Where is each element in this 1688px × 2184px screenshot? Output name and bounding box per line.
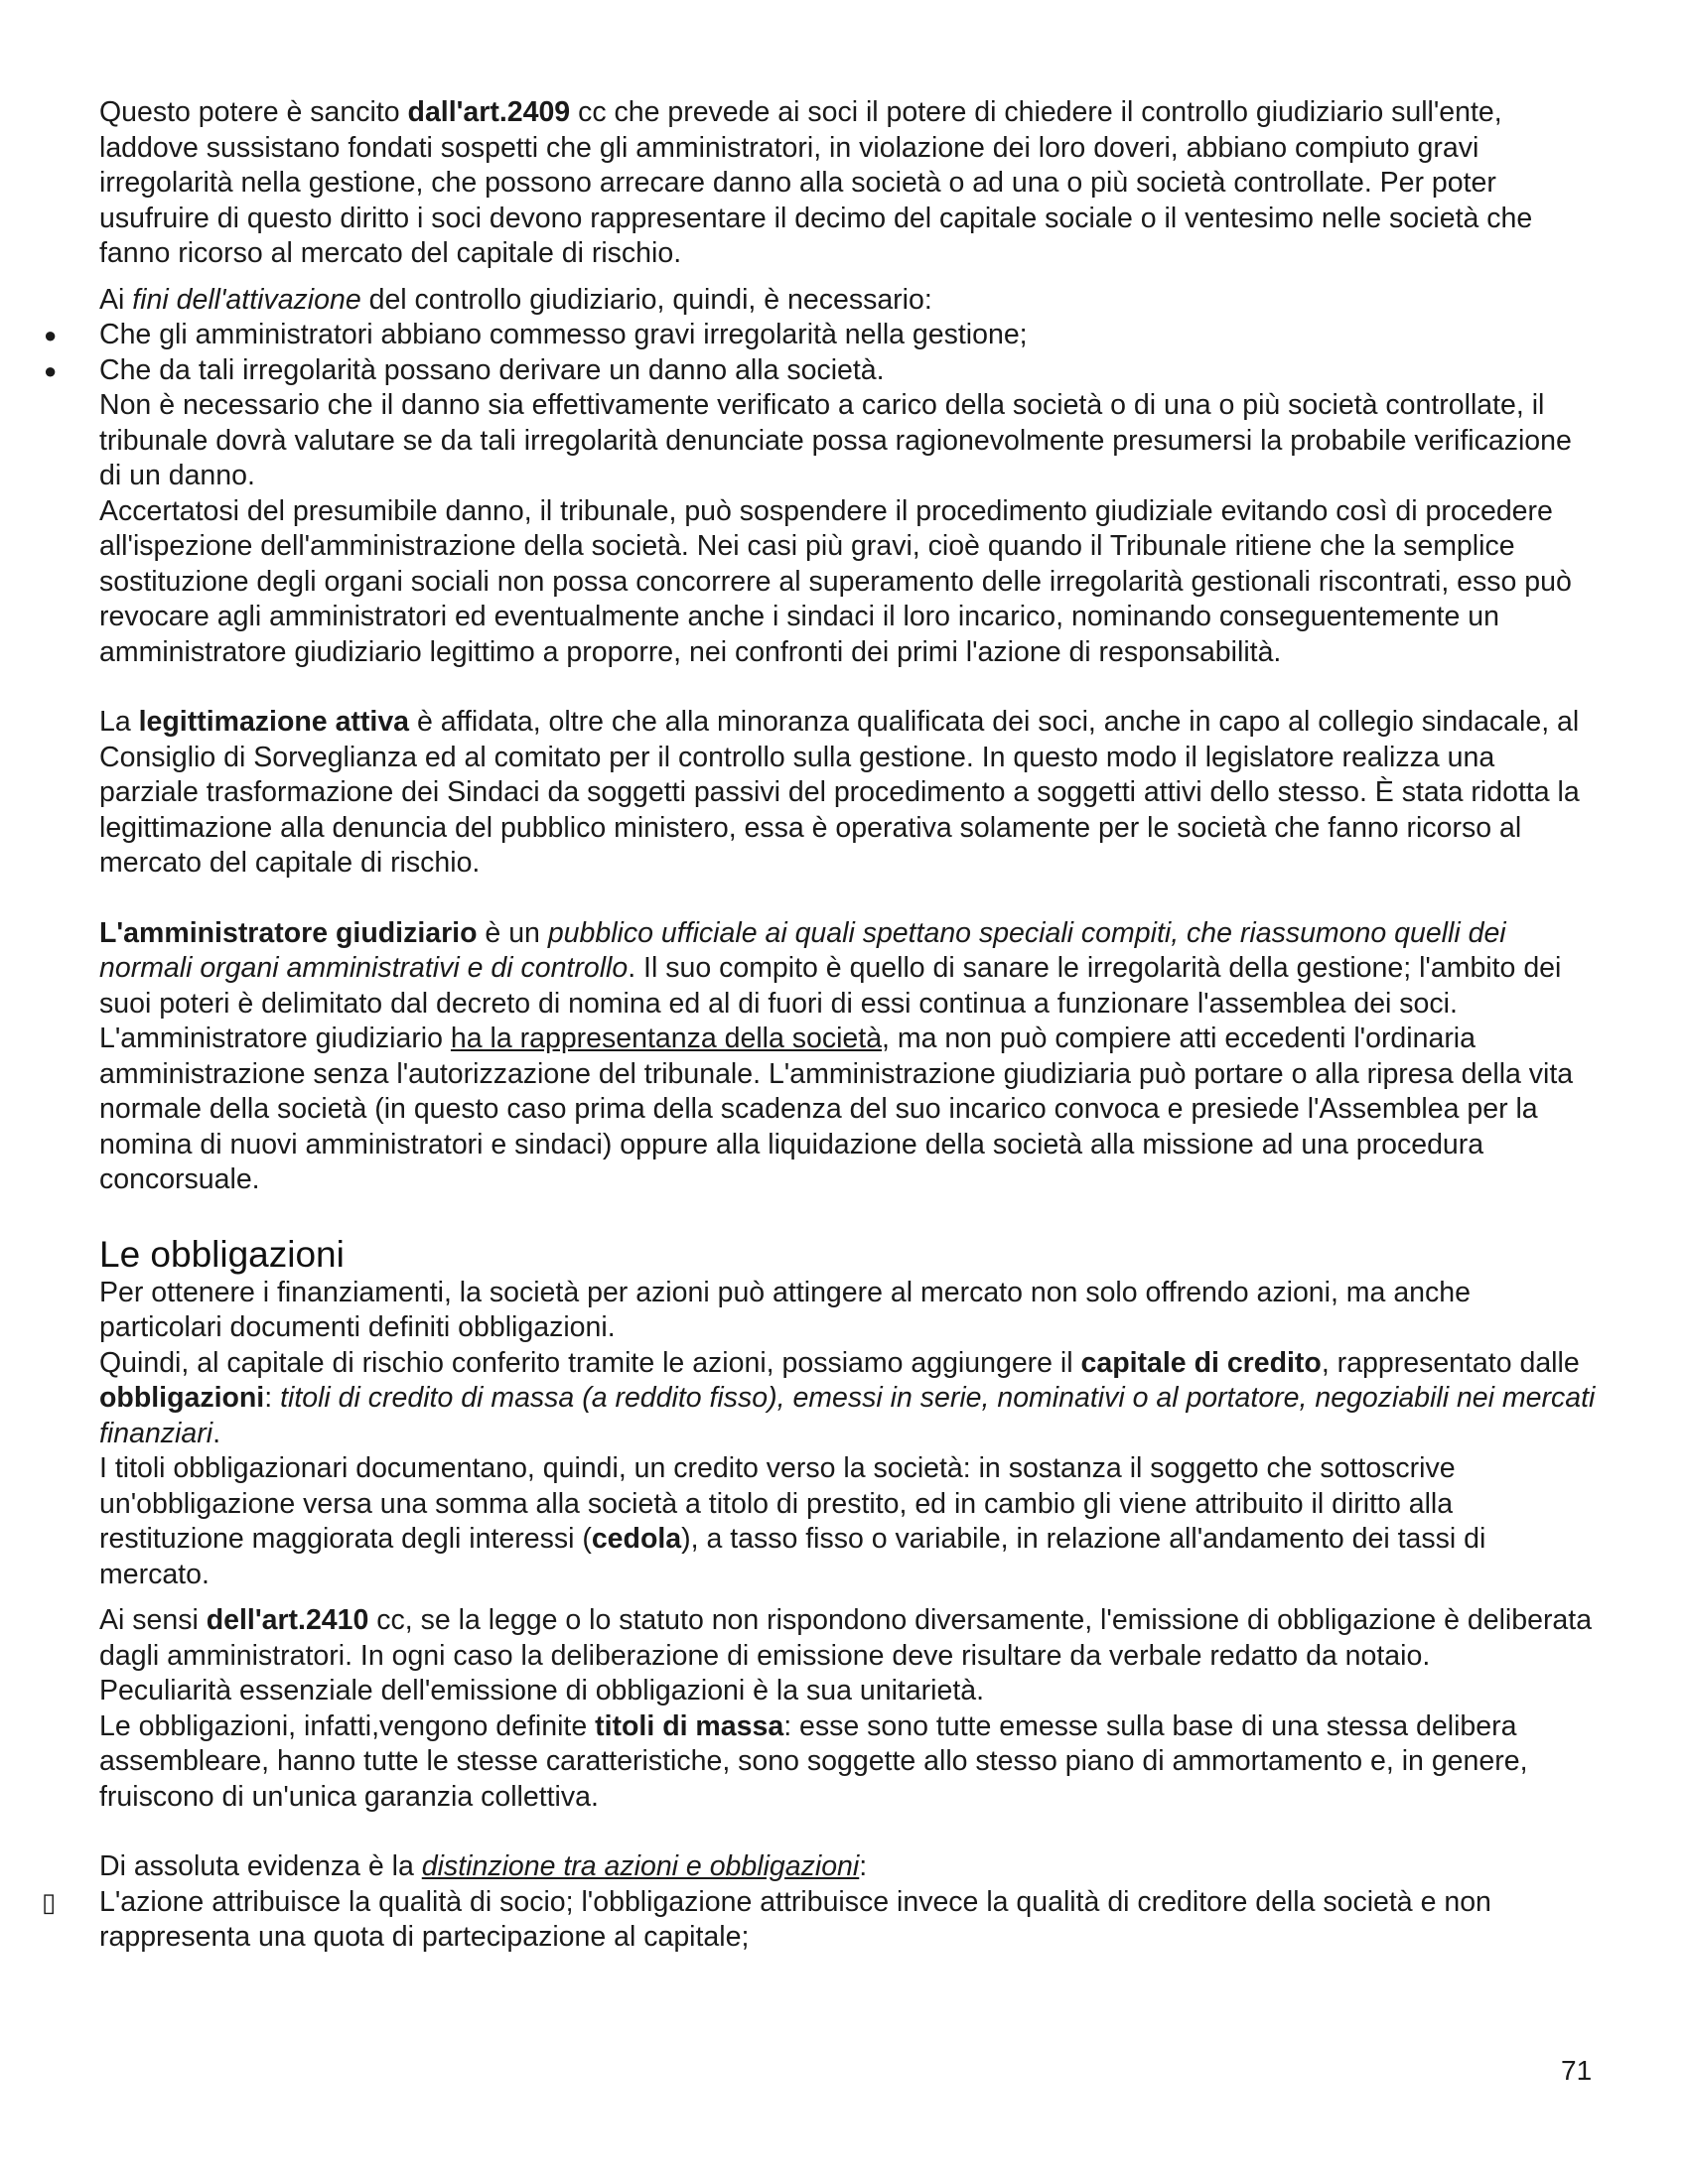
bullet-item-azione: ▯ L'azione attribuisce la qualità di socio; l'obbligazione attribuisce invece la qualità di creditore della società e non rappresenta una quota di partecipazione al capitale; <box>42 1885 1491 1953</box>
paragraph-distinzione: Di assoluta evidenza è la distinzione tra azioni e obbligazioni: <box>99 1850 868 1882</box>
paragraph-titoli-obbligazionari: I titoli obbligazionari documentano, quindi, un credito verso la società: in sostanza il soggetto che sottoscrive un'obbligazione versa una somma alla società a titolo di prestito, ed in cambio gli viene attribuito il diritto alla restituzione maggiorata degli interessi (cedola), a tasso fisso o variabile, in relazione all'andamento dei tassi di mercato. <box>99 1452 1486 1590</box>
paragraph-obbligazioni-intro: Per ottenere i finanziamenti, la società per azioni può attingere al mercato non solo offrendo azioni, ma anche particolari documenti definiti obbligazioni. <box>99 1276 1471 1343</box>
paragraph-titoli-di-massa: Le obbligazioni, infatti,vengono definite titoli di massa: esse sono tutte emesse sulla base di una stessa delibera assembleare, hanno tutte le stesse caratteristiche, sono soggette allo stesso piano di ammortamento e, in genere, fruiscono di un'unica garanzia collettiva. <box>99 1709 1528 1813</box>
paragraph-peculiarita: Peculiarità essenziale dell'emissione di obbligazioni è la sua unitarietà. <box>99 1675 985 1706</box>
bullet-item-1: ● Che gli amministratori abbiano commesso gravi irregolarità nella gestione; <box>99 318 1599 353</box>
bullet-dot-icon: ● <box>44 357 58 383</box>
paragraph-accertatosi: Accertatosi del presumibile danno, il tribunale, può sospendere il procedimento giudiziale evitando così di procedere all'ispezione dell'amministrazione della società. Nei casi più gravi, cioè quando il Tribunale ritiene che la semplice sostituzione degli organi sociali non possa concorrere al superamento delle irregolarità gestionali riscontrati, esso può revocare agli amministratori ed eventualmente anche i sindaci il loro incarico, nominando conseguentemente un amministratore giudiziario legittimo a proporre, nei confronti dei primi l'azione di responsabilità. <box>99 494 1572 668</box>
document-page <box>42 95 1599 1956</box>
page-number: 71 <box>1561 2055 1593 2086</box>
paragraph-amministratore: L'amministratore giudiziario è un pubblico ufficiale ai quali spettano speciali compiti, che riassumono quelli dei normali organi amministrativi e di controllo. Il suo compito è quello di sanare le irregolarità della gestione; l'ambito dei suoi poteri è delimitato dal decreto di nomina ed al di fuori di essi continua a funzionare l'assemblea dei soci. L'amministratore giudiziario ha la rappresentanza della società, ma non può compiere atti eccedenti l'ordinaria amministrazione senza l'autorizzazione del tribunale. L'amministrazione giudiziaria può portare o alla ripresa della vita normale della società (in questo caso prima della scadenza del suo incarico convoca e presiede l'Assemblea per la nomina di nuovi amministratori e sindaci) oppure alla liquidazione della società alla missione ad una procedura concorsuale. <box>99 916 1574 1195</box>
paragraph-intro: Questo potere è sancito dall'art.2409 cc che prevede ai soci il potere di chiedere il controllo giudiziario sull'ente, laddove sussistano fondati sospetti che gli amministratori, in violazione dei loro doveri, abbiano compiuto gravi irregolarità nella gestione, che possono arrecare danno alla società o ad una o più società controllate. Per poter usufruire di questo diritto i soci devono rappresentare il decimo del capitale sociale o il ventesimo nelle società che fanno ricorso al mercato del capitale di rischio. <box>99 96 1533 269</box>
paragraph-art2410: Ai sensi dell'art.2410 cc, se la legge o lo statuto non rispondono diversamente, l'emissione di obbligazione è deliberata dagli amministratori. In ogni caso la deliberazione di emissione deve risultare da verbale redatto da notaio. <box>99 1604 1593 1672</box>
paragraph-legittimazione: La legittimazione attiva è affidata, oltre che alla minoranza qualificata dei soci, anche in capo al collegio sindacale, al Consiglio di Sorveglianza ed al comitato per il controllo sulla gestione. In questo modo il legislatore realizza una parziale trasformazione dei Sindaci da soggetti passivi del procedimento a soggetti attivi dello stesso. È stata ridotta la legittimazione alla denuncia del pubblico ministero, essa è operativa solamente per le società che fanno ricorso al mercato del capitale di rischio. <box>99 706 1580 879</box>
section-heading: Le obbligazioni <box>99 1233 345 1275</box>
paragraph-capitale-credito: Quindi, al capitale di rischio conferito tramite le azioni, possiamo aggiungere il capitale di credito, rappresentato dalle obbligazioni: titoli di credito di massa (a reddito fisso), emessi in serie, nominativi o al portatore, negoziabili nei mercati finanziari. <box>99 1346 1596 1449</box>
paragraph-danno: Non è necessario che il danno sia effettivamente verificato a carico della società o di una o più società controllate, il tribunale dovrà valutare se da tali irregolarità denunciate possa ragionevolmente presumersi la probabile verificazione di un danno. <box>99 389 1572 491</box>
paragraph-fini: Ai fini dell'attivazione del controllo giudiziario, quindi, è necessario: <box>99 283 932 316</box>
bullet-dot-icon: ● <box>44 323 58 347</box>
bullet-box-icon: ▯ <box>42 1886 57 1917</box>
bullet-item-2: ● Che da tali irregolarità possano derivare un danno alla società. <box>99 353 1599 389</box>
